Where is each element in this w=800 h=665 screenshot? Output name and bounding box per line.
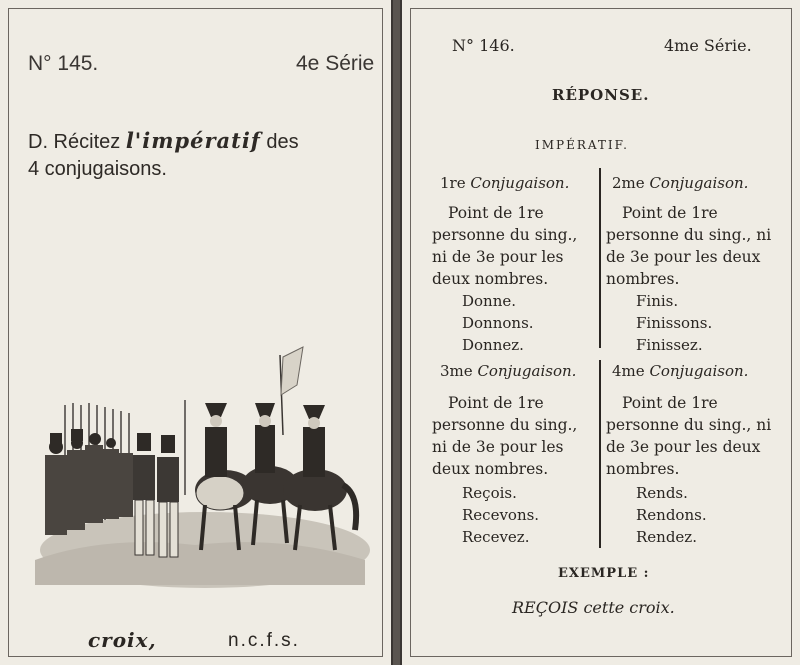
caption-word: croix,: [88, 628, 157, 652]
verb: Donne.: [462, 292, 517, 310]
verb: Rends.: [636, 484, 688, 502]
conj3-heading: [440, 362, 576, 380]
example-text: REÇOIS cette croix.: [512, 598, 675, 617]
left-card: [0, 0, 393, 665]
conj1-head: Conjugaison.: [470, 174, 570, 192]
conj2-rule: Point de 1re personne du sing., ni de 3e pour les deux nombres.: [606, 204, 772, 288]
conj2-num: 2me: [612, 174, 645, 192]
conj3-num: 3me: [440, 362, 473, 380]
conj1-rule: Point de 1re personne du sing., ni de 3e pour les deux nombres.: [432, 204, 578, 288]
conj4-heading: [612, 362, 748, 380]
conj1-heading: [440, 174, 569, 192]
conj4-rule: Point de 1re personne du sing., ni de 3e pour les deux nombres.: [606, 394, 772, 478]
conj4-verbs: [636, 482, 707, 548]
conj4-head: Conjugaison.: [649, 362, 749, 380]
column-divider-bottom: [599, 360, 601, 548]
verb: Recevez.: [462, 528, 530, 546]
series-label: 4me Série.: [664, 36, 752, 55]
verb: Rendons.: [636, 506, 707, 524]
military-parade-illustration: [25, 345, 370, 605]
conj3-rule: Point de 1re personne du sing., ni de 3e pour les deux nombres.: [432, 394, 578, 478]
verb: Reçois.: [462, 484, 517, 502]
verb: Finis.: [636, 292, 679, 310]
card-number: N° 146.: [452, 36, 515, 55]
question-line-1: [28, 128, 299, 154]
caption-grammar: n.c.f.s.: [228, 630, 300, 651]
conj1-verbs: [462, 290, 534, 356]
question-line-2: 4 conjugaisons.: [28, 158, 167, 180]
verb: Finissons.: [636, 314, 713, 332]
verb: Finissez.: [636, 336, 703, 354]
conj1-num: 1re: [440, 174, 466, 192]
conj2-head: Conjugaison.: [649, 174, 749, 192]
verb: Donnons.: [462, 314, 534, 332]
conj3-verbs: [462, 482, 539, 548]
series-label: 4e Série: [296, 52, 375, 75]
conj3-head: Conjugaison.: [477, 362, 577, 380]
section-title: IMPÉRATIF.: [535, 138, 629, 152]
right-card: [400, 0, 800, 665]
question-italic: l'impératif: [125, 128, 261, 153]
conj2-heading: [612, 174, 748, 192]
card-number: N° 145.: [28, 52, 99, 75]
example-label: EXEMPLE :: [558, 566, 650, 581]
verb: Rendez.: [636, 528, 697, 546]
question-suffix: des: [266, 131, 299, 153]
answer-title: RÉPONSE.: [552, 86, 650, 104]
verb: Donnez.: [462, 336, 524, 354]
conj2-verbs: [636, 290, 712, 356]
conj4-num: 4me: [612, 362, 645, 380]
question-prefix: D. Récitez: [28, 131, 121, 153]
verb: Recevons.: [462, 506, 540, 524]
column-divider-top: [599, 168, 601, 348]
